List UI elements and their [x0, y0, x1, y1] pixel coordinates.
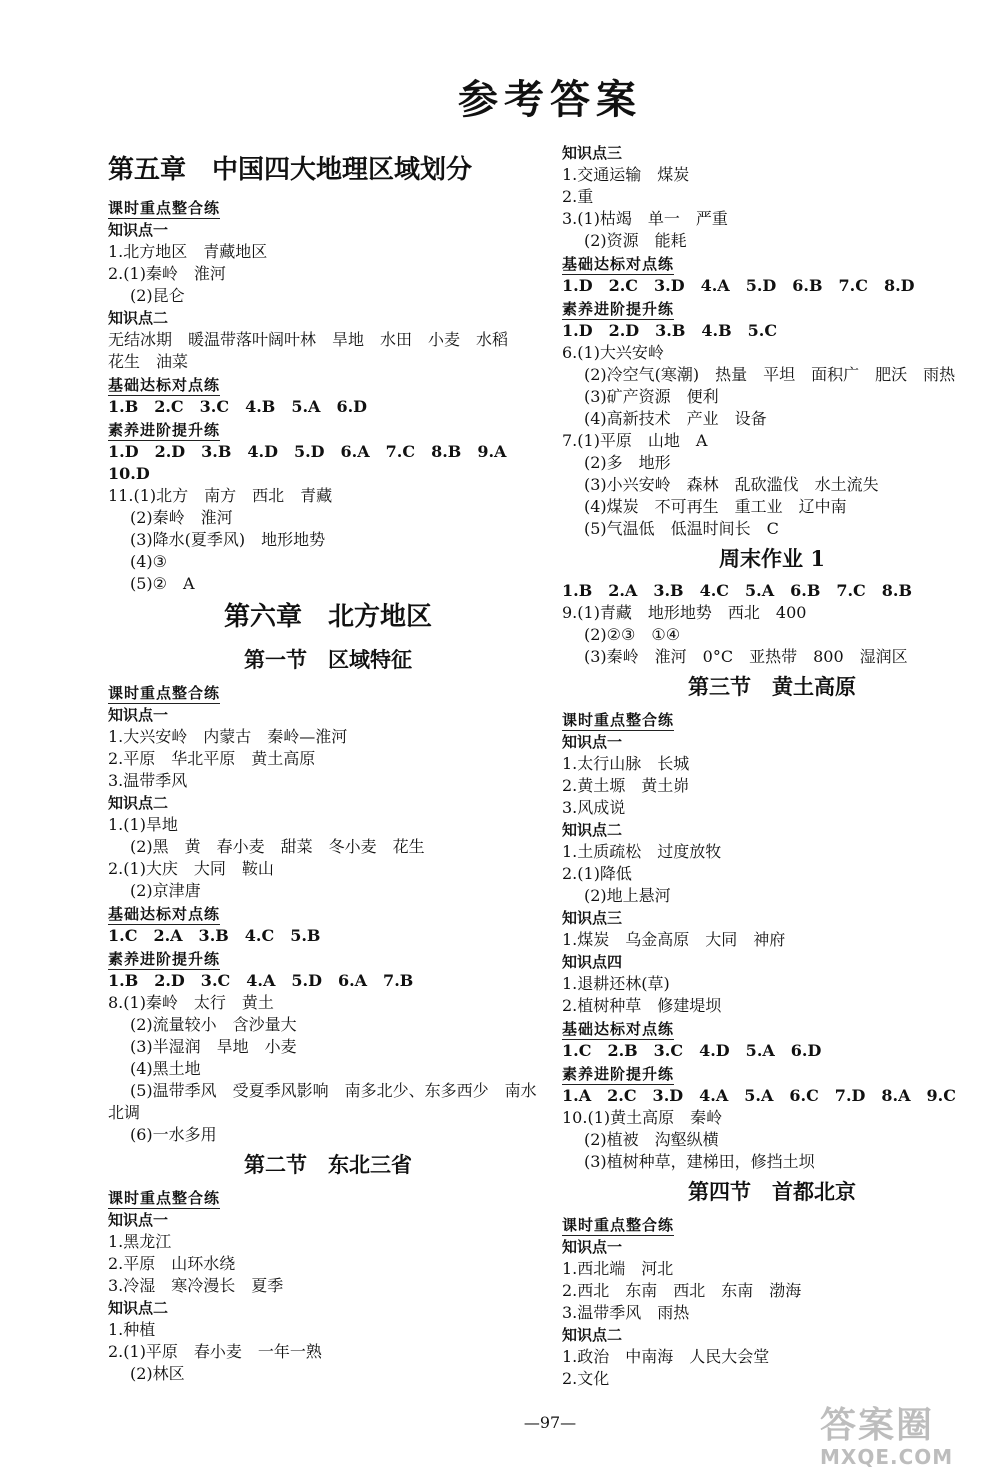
answer-subline: (3)半湿润 旱地 小麦 [130, 1037, 297, 1056]
answer-line: 无结冰期 暖温带落叶阔叶林 旱地 水田 小麦 水稻 [108, 330, 509, 349]
section-heading-row [108, 373, 548, 396]
answer-line: 11.(1)北方 南方 西北 青藏 [108, 486, 333, 505]
answer-subline: (4)黑土地 [130, 1059, 201, 1078]
knowledge-point-label: 知识点一 [562, 733, 623, 751]
answer-line: 1.交通运输 煤炭 [562, 165, 690, 184]
page-number: —97— [523, 1413, 577, 1432]
answer-subline: (4)煤炭 不可再生 重工业 辽中南 [584, 497, 847, 516]
practice-heading: 课时重点整合练 [108, 684, 221, 702]
practice-heading: 课时重点整合练 [562, 711, 675, 729]
section-title: 第二节 东北三省 [244, 1152, 412, 1177]
answer-subline: (2)资源 能耗 [584, 231, 687, 250]
answer-line: 2.植树种草 修建堤坝 [562, 996, 722, 1015]
answer-line: 1.C 2.B 3.C 4.D 5.A 6.D [562, 1041, 822, 1060]
practice-heading: 素养进阶提升练 [108, 950, 221, 968]
answer-subline: (5)温带季风 受夏季风影响 南多北少、东多西少 南水 [130, 1081, 537, 1100]
answer-line: 8.(1)秦岭 太行 黄土 [108, 993, 274, 1012]
answer-subline: (3)秦岭 淮河 0°C 亚热带 800 湿润区 [584, 647, 908, 666]
answer-line: 2.黄土塬 黄土峁 [562, 776, 690, 795]
chapter-title: 第五章 中国四大地理区域划分 [108, 155, 473, 185]
answer-line: 2.西北 东南 西北 东南 渤海 [562, 1281, 802, 1300]
answer-line: 1.煤炭 乌金高原 大同 神府 [562, 930, 786, 949]
practice-heading: 素养进阶提升练 [108, 421, 221, 439]
answer-line: 3.温带季风 [108, 771, 188, 790]
watermark-text: 答案圈 [820, 1405, 935, 1446]
answer-line: 花生 油菜 [108, 352, 189, 371]
section-heading-row [562, 1062, 982, 1085]
answer-subline: (2)地上悬河 [584, 886, 671, 905]
answer-subline: (2)植被 沟壑纵横 [584, 1130, 719, 1149]
answer-line: 2.平原 华北平原 黄土高原 [108, 749, 316, 768]
answer-line: 3.温带季风 雨热 [562, 1303, 690, 1322]
section-heading-row [108, 947, 548, 970]
practice-heading: 课时重点整合练 [108, 199, 221, 217]
answer-line: 2.(1)降低 [562, 864, 632, 883]
answer-line: 1.(1)旱地 [108, 815, 178, 834]
answer-subline: (3)降水(夏季风) 地形地势 [130, 530, 326, 549]
knowledge-point-label: 知识点三 [562, 909, 623, 927]
answer-line: 2.(1)大庆 大同 鞍山 [108, 859, 274, 878]
answer-subline: (5)气温低 低温时间长 C [584, 519, 779, 538]
answer-line: 1.太行山脉 长城 [562, 754, 690, 773]
section-heading-row [562, 708, 982, 731]
answer-subline: (4)高新技术 产业 设备 [584, 409, 767, 428]
answer-line: 1.D 2.D 3.B 4.B 5.C [562, 321, 778, 340]
section-heading-row [108, 902, 548, 925]
left-answer-column [108, 148, 548, 1385]
knowledge-point-label: 知识点二 [108, 1299, 169, 1317]
knowledge-point-label: 知识点二 [108, 309, 169, 327]
knowledge-point-label: 知识点一 [562, 1238, 623, 1256]
practice-heading: 基础达标对点练 [108, 376, 221, 394]
right-answer-column [562, 142, 982, 1390]
answer-subline: (3)小兴安岭 森林 乱砍滥伐 水土流失 [584, 475, 879, 494]
knowledge-point-label: 知识点四 [562, 953, 623, 971]
practice-heading: 课时重点整合练 [108, 1189, 221, 1207]
answer-line: 3.(1)枯竭 单一 严重 [562, 209, 728, 228]
practice-heading: 素养进阶提升练 [562, 1065, 675, 1083]
section-heading-row [562, 297, 982, 320]
knowledge-point-label: 知识点三 [562, 144, 623, 162]
answer-line: 2.重 [562, 187, 594, 206]
knowledge-point-label: 知识点二 [562, 821, 623, 839]
answer-subline: (6)一水多用 [130, 1125, 217, 1144]
answer-subline: (2)冷空气(寒潮) 热量 平坦 面积广 肥沃 雨热 [584, 365, 956, 384]
answer-line: 北调 [108, 1103, 141, 1122]
answer-line: 10.D [108, 464, 150, 483]
knowledge-point-label: 知识点二 [108, 794, 169, 812]
knowledge-point-label: 知识点一 [108, 1211, 169, 1229]
answer-line: 1.土质疏松 过度放牧 [562, 842, 722, 861]
practice-heading: 基础达标对点练 [562, 1020, 675, 1038]
answer-line: 10.(1)黄土高原 秦岭 [562, 1108, 723, 1127]
section-heading-row [108, 196, 548, 219]
answer-line: 3.风成说 [562, 798, 626, 817]
answer-subline: (5)② A [130, 574, 195, 593]
answer-line: 1.政治 中南海 人民大会堂 [562, 1347, 770, 1366]
knowledge-point-label: 知识点一 [108, 221, 169, 239]
answer-line: 1.B 2.C 3.C 4.B 5.A 6.D [108, 397, 368, 416]
answer-subline: (2)多 地形 [584, 453, 671, 472]
chapter-title: 第六章 北方地区 [223, 602, 432, 632]
answer-subline: (2)②③ ①④ [584, 625, 681, 644]
section-heading-row [108, 681, 548, 704]
answer-subline: (2)林区 [130, 1364, 185, 1383]
page-title: 参考答案 [458, 76, 642, 123]
answer-line: 1.种植 [108, 1320, 156, 1339]
section-title: 第四节 首都北京 [688, 1179, 856, 1204]
answer-line: 2.(1)秦岭 淮河 [108, 264, 226, 283]
answer-subline: (3)矿产资源 便利 [584, 387, 719, 406]
answer-subline: (2)昆仑 [130, 286, 185, 305]
answer-subline: (4)③ [130, 552, 168, 571]
answer-line: 1.C 2.A 3.B 4.C 5.B [108, 926, 321, 945]
knowledge-point-label: 知识点二 [562, 1326, 623, 1344]
section-heading-row [108, 1186, 548, 1209]
section-title: 第三节 黄土高原 [688, 674, 856, 699]
answer-line: 2.文化 [562, 1369, 610, 1388]
answer-line: 9.(1)青藏 地形地势 西北 400 [562, 603, 807, 622]
answer-line: 1.D 2.C 3.D 4.A 5.D 6.B 7.C 8.D [562, 276, 915, 295]
answer-line: 2.平原 山环水绕 [108, 1254, 236, 1273]
answer-subline: (2)流量较小 含沙量大 [130, 1015, 297, 1034]
practice-heading: 基础达标对点练 [562, 255, 675, 273]
answer-line: 1.大兴安岭 内蒙古 秦岭—淮河 [108, 727, 348, 746]
answer-line: 1.D 2.D 3.B 4.D 5.D 6.A 7.C 8.B 9.A [108, 442, 507, 461]
answer-line: 1.B 2.D 3.C 4.A 5.D 6.A 7.B [108, 971, 414, 990]
section-heading-row [562, 252, 982, 275]
practice-heading: 课时重点整合练 [562, 1216, 675, 1234]
section-heading-row [562, 1213, 982, 1236]
section-title: 第一节 区域特征 [244, 647, 412, 672]
answer-subline: (2)秦岭 淮河 [130, 508, 233, 527]
section-heading-row [108, 418, 548, 441]
watermark-url: MXQE.COM [820, 1445, 954, 1469]
answer-subline: (3)植树种草，建梯田，修挡土坝 [584, 1152, 815, 1171]
answer-line: 1.北方地区 青藏地区 [108, 242, 268, 261]
answer-line: 7.(1)平原 山地 A [562, 431, 708, 450]
section-title: 周末作业 1 [719, 546, 825, 571]
answer-line: 2.(1)平原 春小麦 一年一熟 [108, 1342, 322, 1361]
practice-heading: 基础达标对点练 [108, 905, 221, 923]
answer-line: 1.退耕还林(草) [562, 974, 670, 993]
answer-line: 1.西北端 河北 [562, 1259, 674, 1278]
answer-line: 3.冷湿 寒冷漫长 夏季 [108, 1276, 284, 1295]
answer-line: 6.(1)大兴安岭 [562, 343, 664, 362]
answer-line: 1.黑龙江 [108, 1232, 172, 1251]
answer-line: 1.B 2.A 3.B 4.C 5.A 6.B 7.C 8.B [562, 581, 913, 600]
answer-subline: (2)京津唐 [130, 881, 201, 900]
section-heading-row [562, 1017, 982, 1040]
watermark-logo [820, 1406, 992, 1472]
answer-subline: (2)黑 黄 春小麦 甜菜 冬小麦 花生 [130, 837, 425, 856]
practice-heading: 素养进阶提升练 [562, 300, 675, 318]
knowledge-point-label: 知识点一 [108, 706, 169, 724]
answer-line: 1.A 2.C 3.D 4.A 5.A 6.C 7.D 8.A 9.C [562, 1086, 956, 1105]
